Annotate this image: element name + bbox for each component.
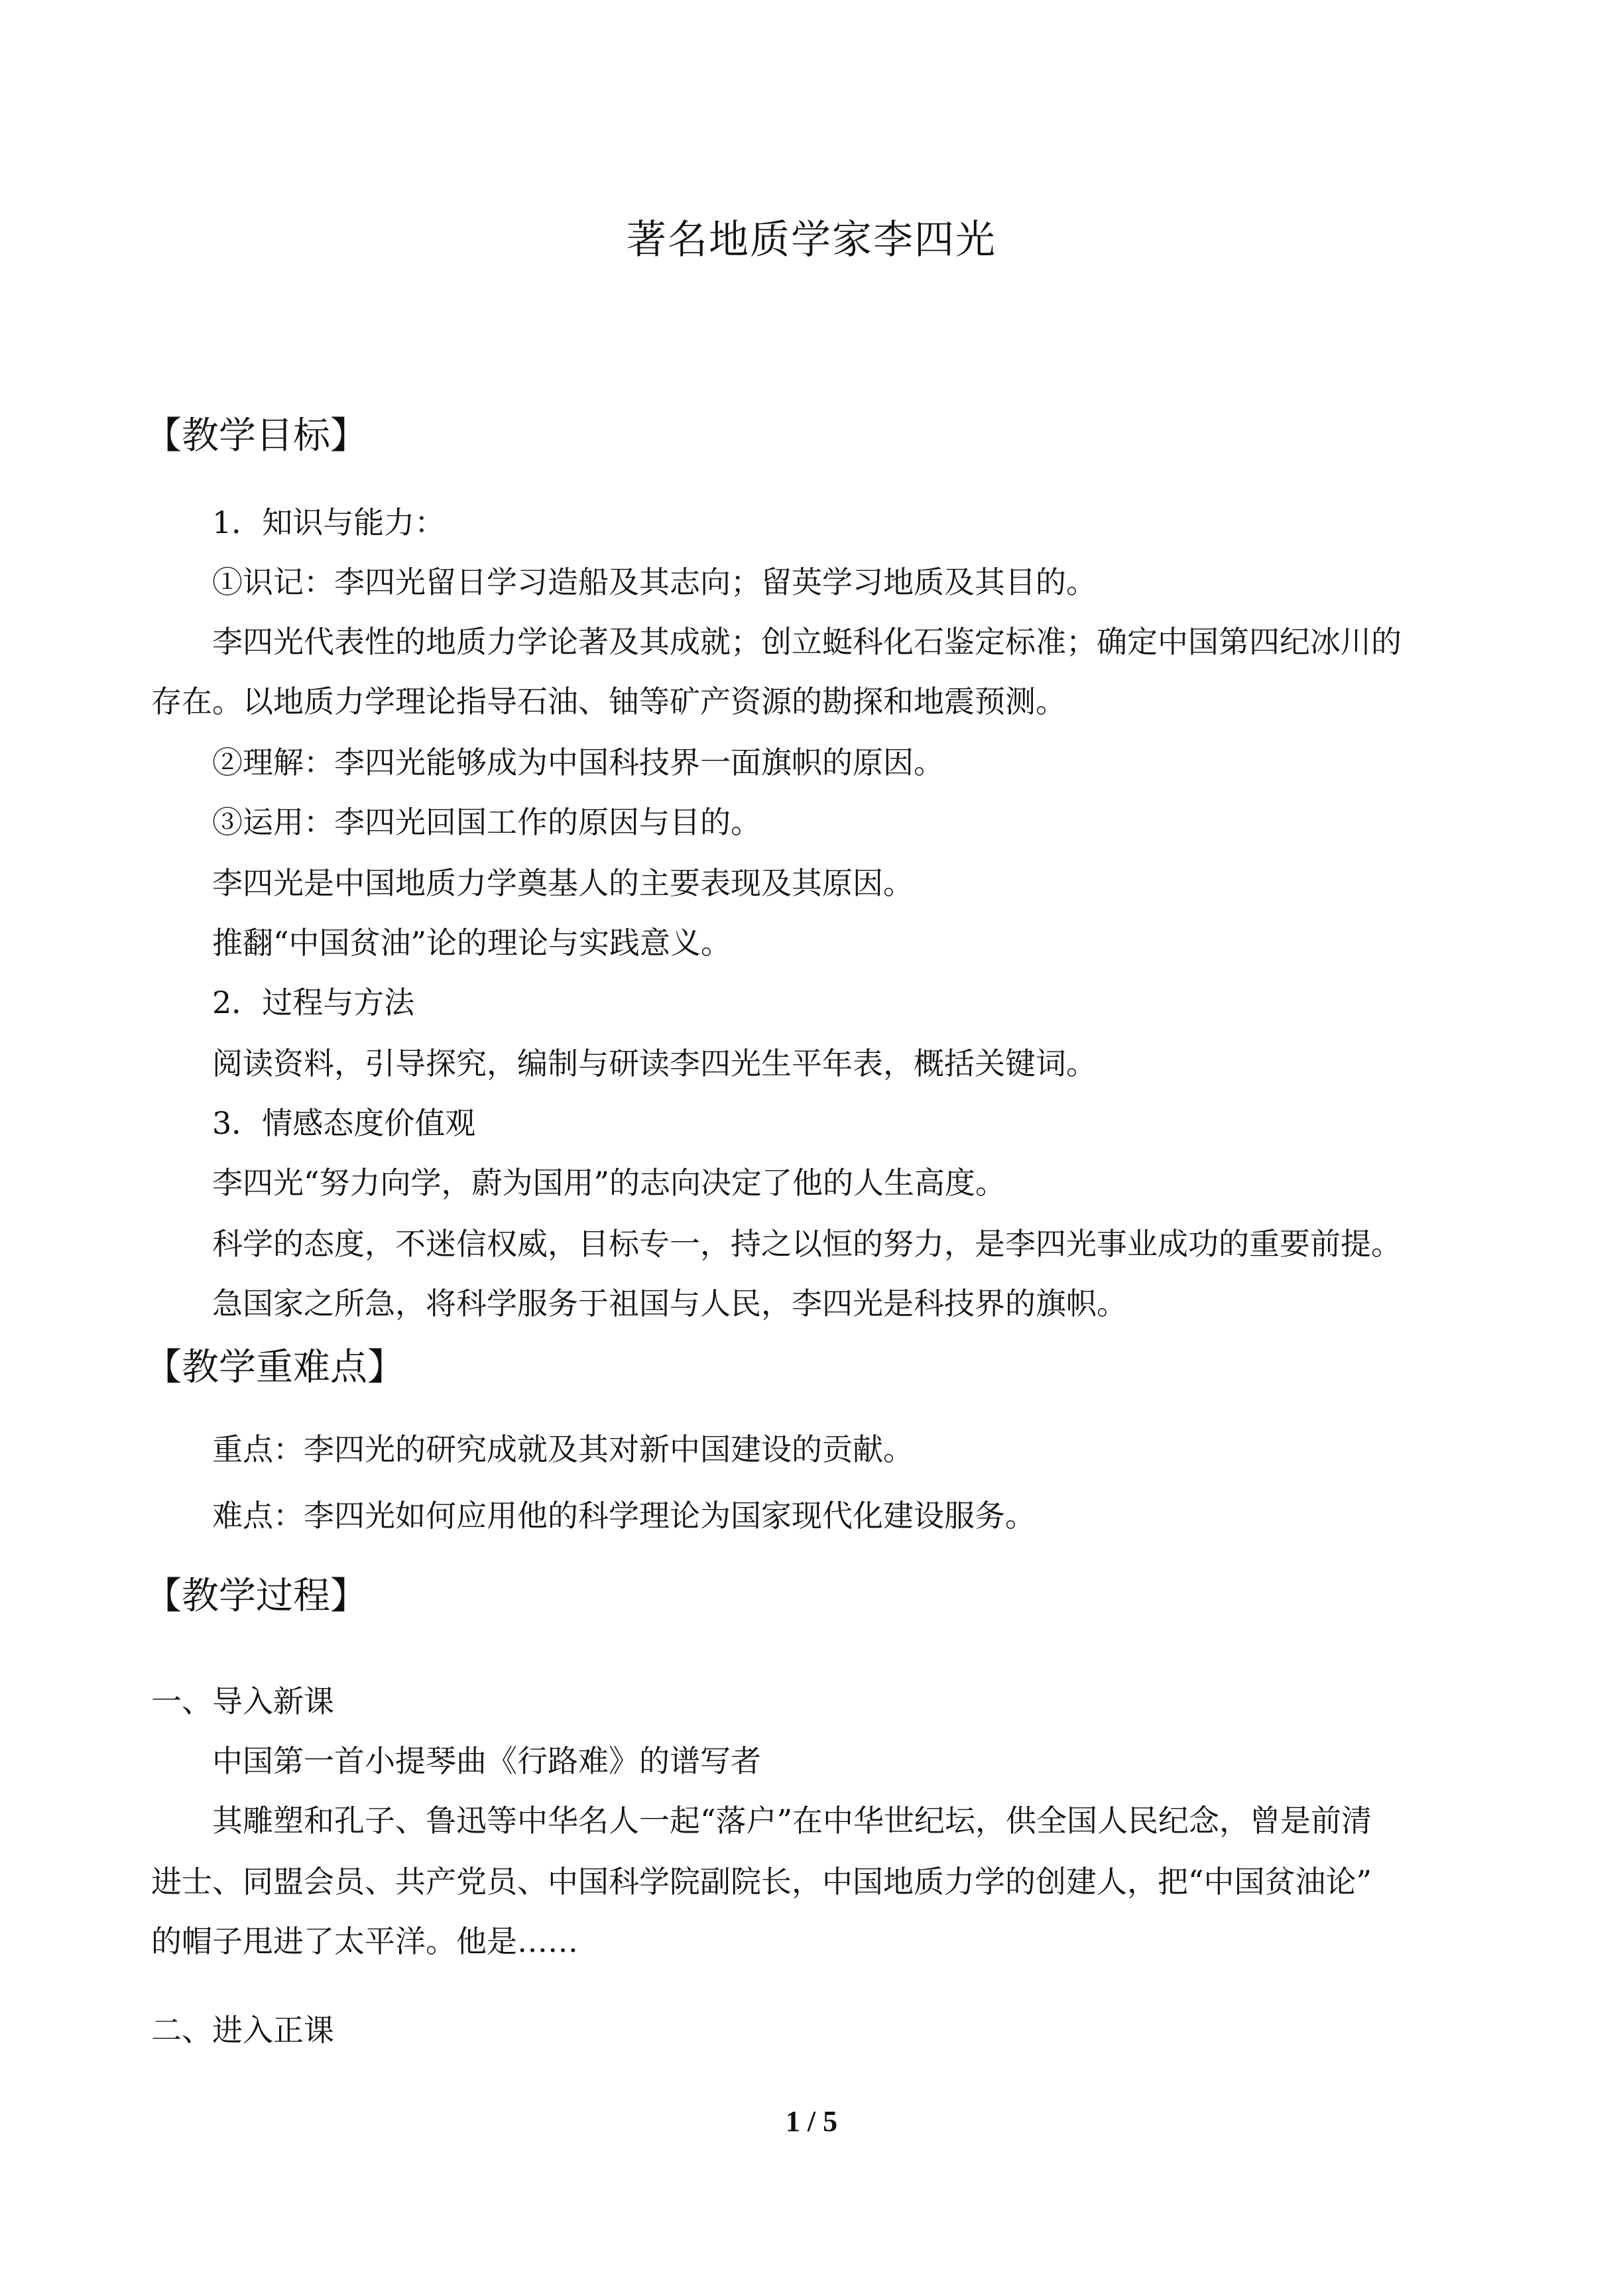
objectives-paragraph: ②理解：李四光能够成为中国科技界一面旗帜的原因。: [212, 745, 944, 780]
objectives-paragraph: 李四光是中国地质力学奠基人的主要表现及其原因。: [212, 865, 914, 901]
key-point: 重点：李四光的研究成就及其对新中国建设的贡献。: [212, 1431, 914, 1467]
objectives-paragraph: 阅读资料，引导探究，编制与研读李四光生平年表，概括关键词。: [212, 1046, 1097, 1081]
heading-process: 【教学过程】: [145, 1575, 367, 1618]
page-number: 1 / 5: [785, 2105, 838, 2138]
objectives-item-3: 3．情感态度价值观: [212, 1105, 476, 1141]
process-paragraph: 其雕塑和孔子、鲁迅等中华名人一起“落户”在中华世纪坛，供全国人民纪念，曾是前清: [212, 1803, 1372, 1839]
objectives-paragraph-continued: 存在。以地质力学理论指导石油、铀等矿产资源的勘探和地震预测。: [151, 684, 1066, 719]
objectives-paragraph: 急国家之所急，将科学服务于祖国与人民，李四光是科技界的旗帜。: [212, 1286, 1127, 1321]
objectives-item-2: 2．过程与方法: [212, 985, 415, 1020]
objectives-paragraph: 李四光“努力向学，蔚为国用”的志向决定了他的人生高度。: [212, 1165, 1006, 1201]
process-paragraph-continued: 进士、同盟会员、共产党员、中国科学院副院长，中国地质力学的创建人，把“中国贫油论”: [151, 1864, 1372, 1900]
objectives-paragraph: 科学的态度，不迷信权威，目标专一，持之以恒的努力，是李四光事业成功的重要前提。: [212, 1226, 1402, 1262]
heading-objectives: 【教学目标】: [145, 414, 367, 457]
document-title: 著名地质学家李四光: [627, 217, 996, 263]
difficult-point: 难点：李四光如何应用他的科学理论为国家现代化建设服务。: [212, 1498, 1036, 1534]
heading-key-points: 【教学重难点】: [145, 1346, 404, 1389]
process-subsection-1: 一、导入新课: [151, 1683, 334, 1719]
objectives-item-1: 1．知识与能力：: [212, 505, 446, 540]
process-subsection-2: 二、进入正课: [151, 2012, 334, 2048]
objectives-paragraph: 推翻“中国贫油”论的理论与实践意义。: [212, 925, 732, 961]
objectives-paragraph: 李四光代表性的地质力学论著及其成就；创立蜓科化石鉴定标准；确定中国第四纪冰川的: [212, 624, 1402, 660]
process-paragraph: 中国第一首小提琴曲《行路难》的谱写者: [212, 1743, 761, 1779]
objectives-paragraph: ③运用：李四光回国工作的原因与目的。: [212, 804, 761, 840]
process-paragraph-continued: 的帽子甩进了太平洋。他是……: [151, 1923, 578, 1959]
objectives-paragraph: ①识记：李四光留日学习造船及其志向；留英学习地质及其目的。: [212, 564, 1097, 600]
